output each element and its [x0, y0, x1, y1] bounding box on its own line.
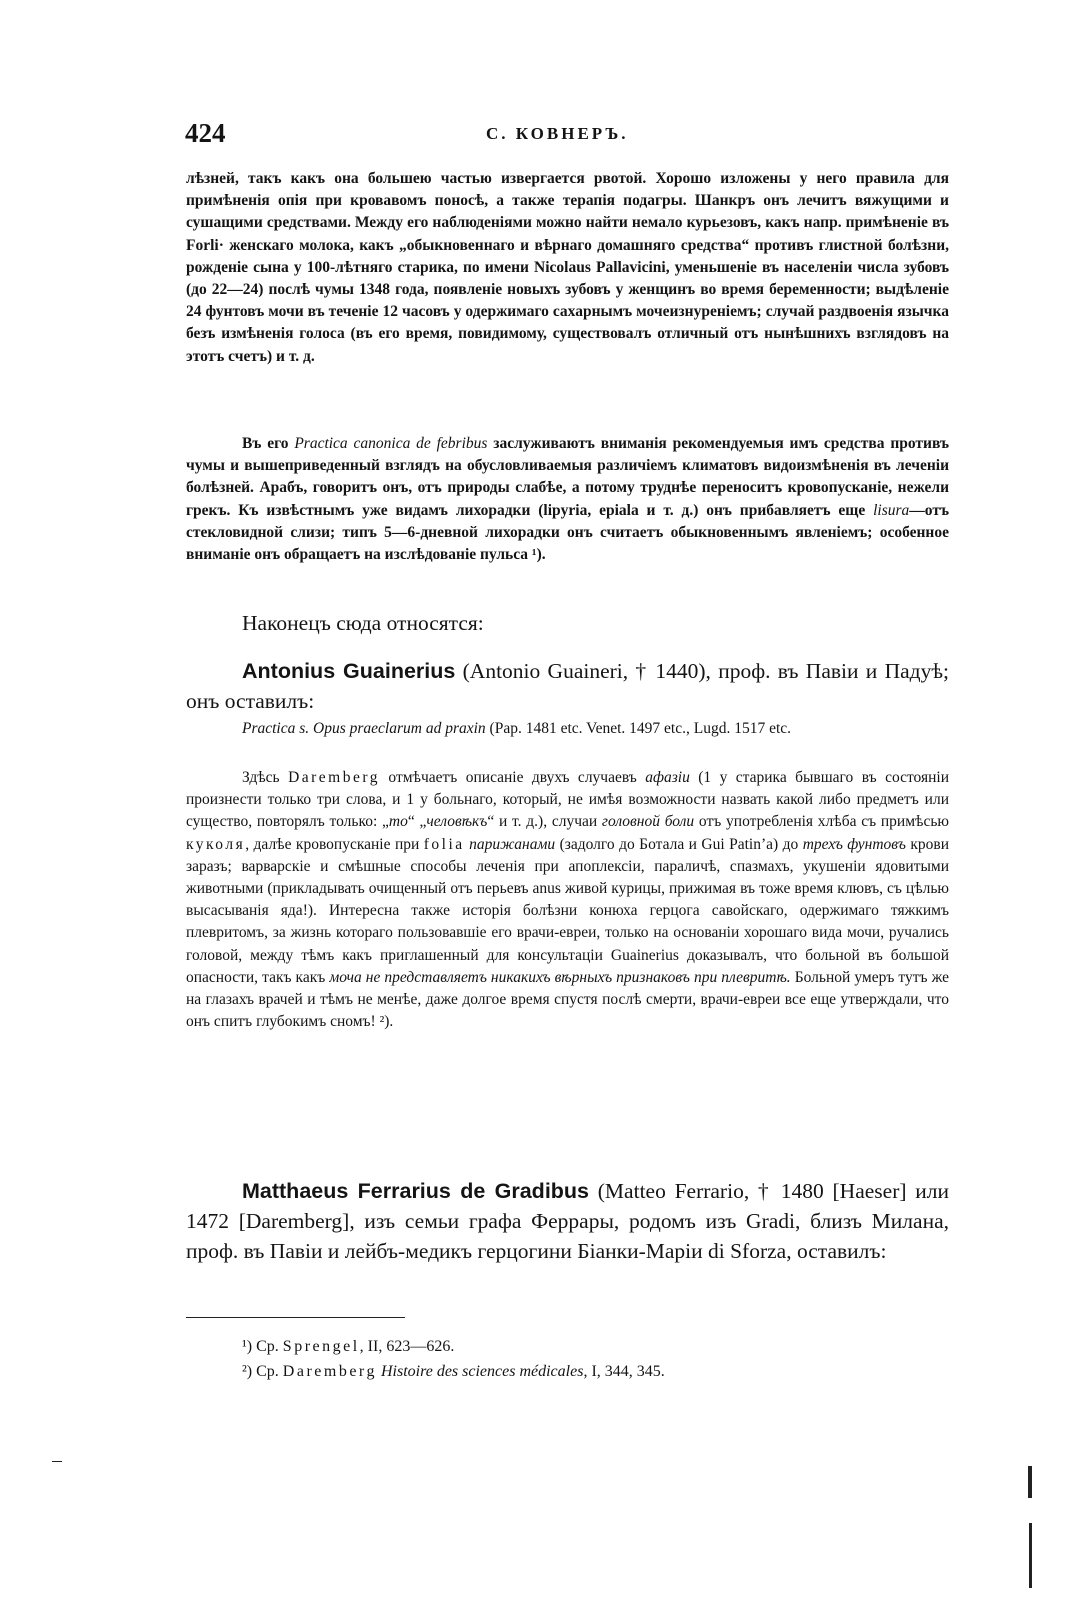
footnote-rule — [186, 1317, 405, 1318]
author-name: Antonius Guainerius — [242, 659, 456, 683]
author-daremberg: Daremberg — [288, 769, 380, 786]
page-number: 424 — [185, 118, 226, 148]
paragraph-2: Въ его Practica canonica de febribus заслуживаютъ вниманія рекомендуемыя имъ средства противъ чумы и вышеприведенный взглядъ на обусловливаемыя различіемъ климатовъ видоизмѣненія въ леченіи болѣзней. Арабъ, говоритъ онъ, отъ природы слабѣе, а потому труднѣе переноситъ кровопусканіе, нежели грекъ. Къ извѣстнымъ уже видамъ лихорадки (lipyria, epiala и т. д.) онъ прибавляетъ еще lisura—отъ стекловидной слизи; типъ 5—6-дневной лихорадки онъ считаетъ обыкновеннымъ явленіемъ; особенное вниманіе онъ обращаетъ на изслѣдованіе пульса ¹). — [186, 435, 949, 564]
paragraph-work-title: Practica s. Opus praeclarum ad praxin (Pap. 1481 etc. Venet. 1497 etc., Lugd. 1517 etc. — [242, 720, 792, 737]
paragraph-ferrarius: Matthaeus Ferrarius de Gradibus (Matteo Ferrario, † 1480 [Haeser] или 1472 [Daremberg], изъ семьи графа Феррары, родомъ изъ Gradi, близъ Милана, проф. въ Павіи и лейбъ-медикъ герцогини Біанки-Маріи di Sforza, оставилъ: — [186, 1179, 950, 1263]
scan-edge-mark — [1028, 1466, 1032, 1498]
scan-edge-mark — [1029, 1523, 1032, 1588]
term-lisura: lisura — [873, 501, 910, 519]
footnote-1: ¹) Cp. Sprengel, II, 623—626. — [242, 1338, 455, 1355]
paragraph-daremberg: Здѣсь Daremberg отмѣчаетъ описаніе двухъ случаевъ афазіи (1 у старика бывшаго въ состояніи произнести только три слова, и 1 у больнаго, который, не имѣя возможности назвать какой либо предметъ или существо, повторялъ только: „то“ „человѣкъ“ и т. д.), случаи головной боли отъ употребленія хлѣба съ примѣсью куколя, далѣе кровопусканіе при folia парижанами (задолго до Ботала и Gui Patin’a) до трехъ фунтовъ крови заразъ; варварскіе и смѣшные способы леченія при апоплексіи, параличѣ, спазмахъ, укушеніи ядовитыми животными (прикладывать очищенный отъ перьевъ anus живой курицы, прижимая въ тоже время клювъ, съ цѣлью высасыванія яда!). Интересна также исторія болѣзни конюха герцога савойскаго, одержимаго тяжкимъ плевритомъ, за жизнь котораго пользовавшіе его врачи-евреи, только на основаніи хорошаго вида мочи, ручались головой, между тѣмъ какъ приглашенный для консультаціи Guainerius доказывалъ, что больной въ большой опасности, такъ какъ моча не представляетъ никакихъ вѣрныхъ признаковъ при плевритѣ. Больной умеръ тутъ же на глазахъ врачей и тѣмъ не менѣе, даже долгое время спустя послѣ смерти, врачи-евреи все еще утверждали, что онъ спитъ глубокимъ сномъ! ²). — [186, 769, 950, 1031]
footnote-2: ²) Cp. Daremberg Histoire des sciences médicales, I, 344, 345. — [242, 1363, 665, 1380]
running-title: С. КОВНЕРЪ. — [486, 124, 629, 143]
paragraph-guainerius: Antonius Guainerius (Antonio Guaineri, † 1440), проф. въ Павіи и Падуѣ; онъ оставилъ: — [186, 659, 949, 713]
section-intro: Наконецъ сюда относятся: — [242, 611, 484, 635]
book-title: Practica canonica de febribus — [294, 435, 488, 452]
author-name: Matthaeus Ferrarius de Gradibus — [242, 1179, 590, 1203]
scan-margin-mark — [52, 1461, 62, 1462]
work-title: Practica s. Opus praeclarum ad praxin — [242, 720, 486, 737]
paragraph-1: лѣзней, такъ какъ она большею частью извергается рвотой. Хорошо изложены у него правила для примѣненія опія при кровавомъ поносѣ, а также терапія подагры. Шанкръ онъ лечитъ вяжущими и сушащими средствами. Между его наблюденіями можно найти немало курьезовъ, какъ напр. примѣненіе въ Forli· женскаго молока, какъ „обыкновеннаго и вѣрнаго домашняго средства“ противъ глистной болѣзни, рожденіе сына у 100-лѣтняго старика, по имени Nicolaus Pallavicini, уменьшеніе въ населеніи числа зубовъ (до 22—24) послѣ чумы 1348 года, появленіе новыхъ зубовъ у женщинъ во время беременности; выдѣленіе 24 фунтовъ мочи въ теченіе 12 часовъ у одержимаго сахарнымъ мочеизнуреніемъ; случай раздвоенія язычка безъ измѣненія голоса (въ его время, повидимому, существовалъ отличный отъ нынѣшнихъ взглядовъ на этотъ счетъ) и т. д. — [186, 170, 949, 365]
